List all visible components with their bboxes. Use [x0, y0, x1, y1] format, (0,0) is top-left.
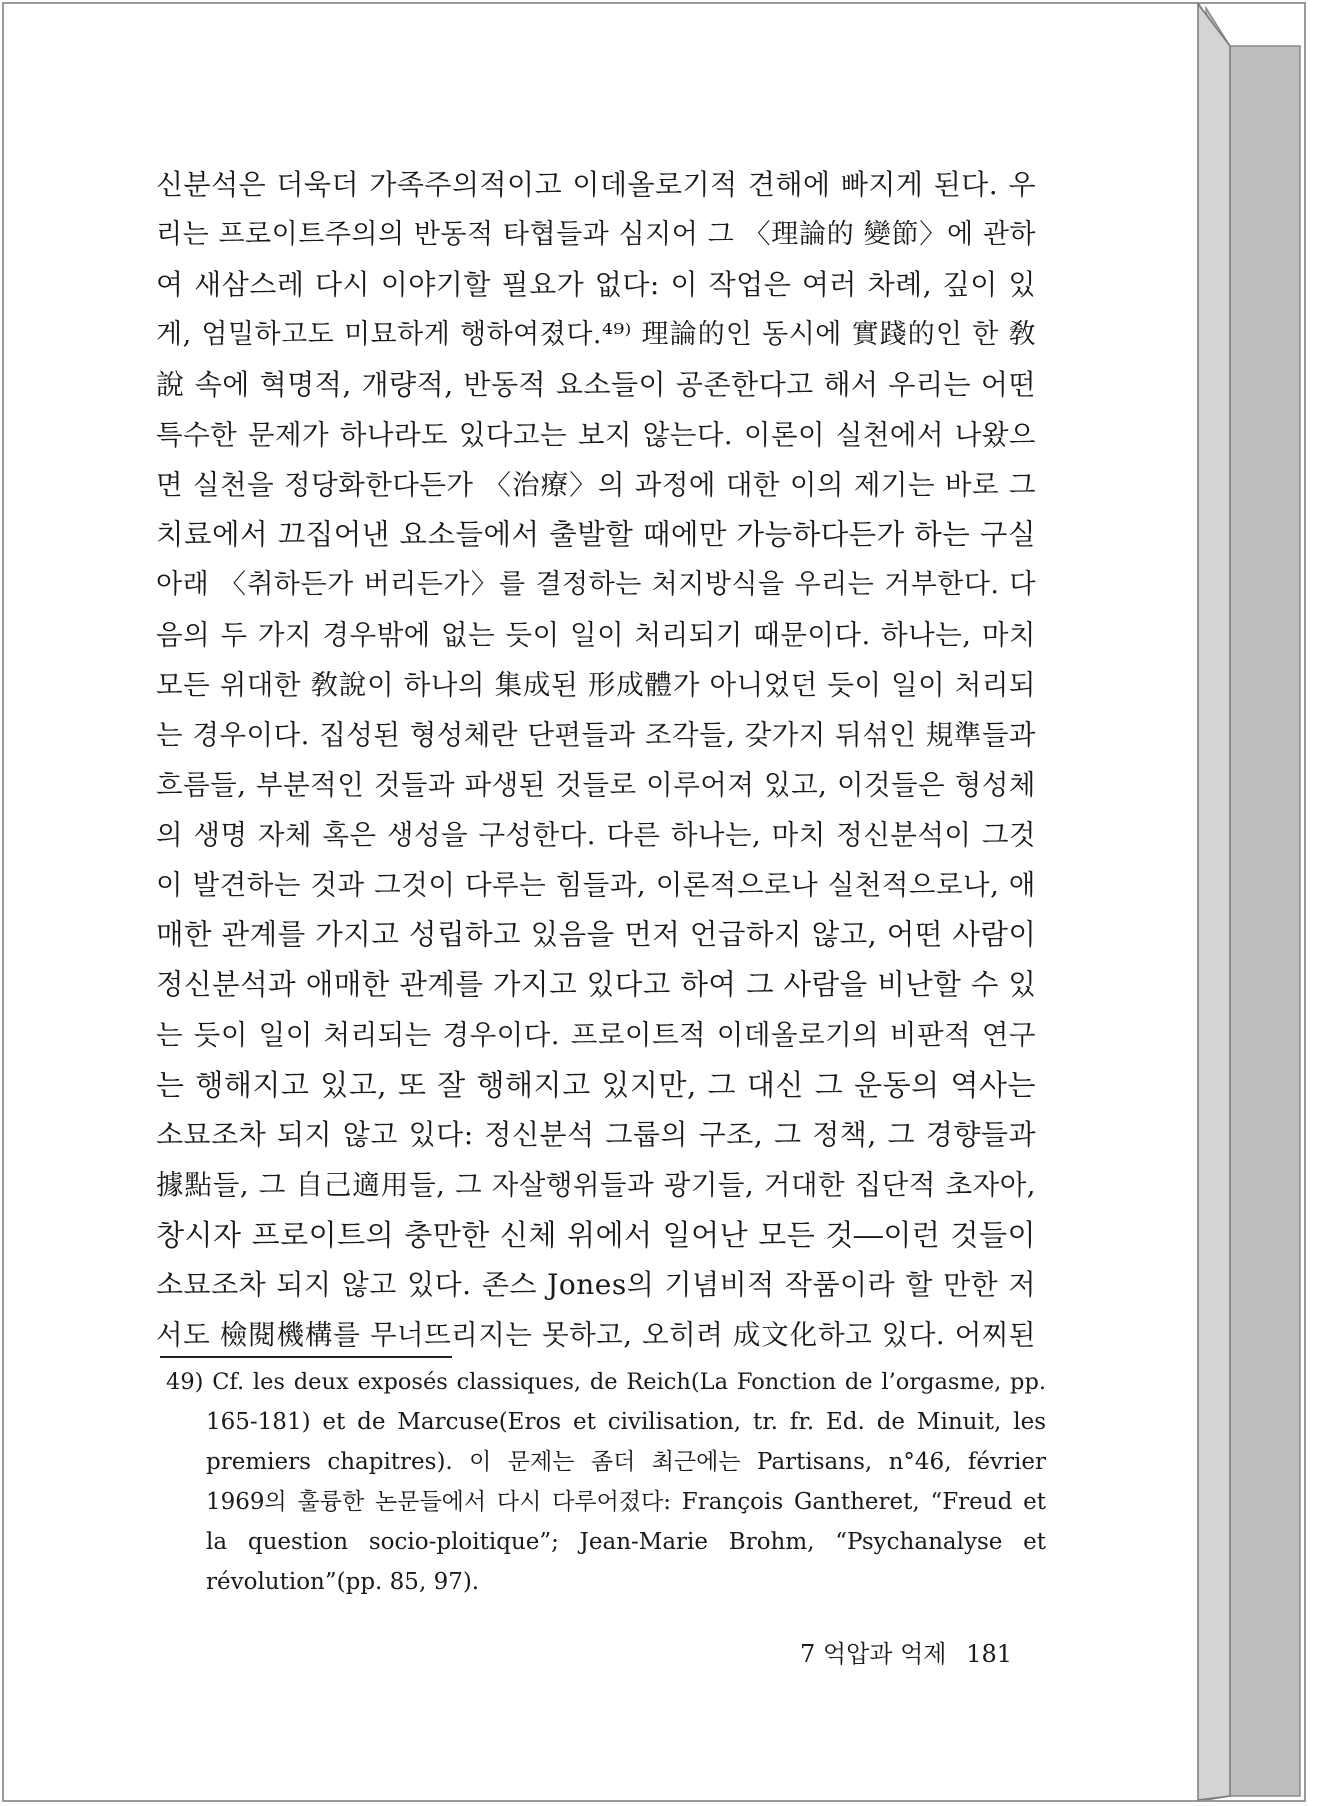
body-line: 據點들, 그 自己適用들, 그 자살행위들과 광기들, 거대한 집단적 초자아,	[156, 1169, 1036, 1201]
body-text	[156, 160, 1036, 1360]
body-line: 매한 관계를 가지고 성립하고 있음을 먼저 언급하지 않고, 어떤 사람이	[156, 918, 1037, 951]
footnote-line: 1969의 훌륭한 논문들에서 다시 다루어졌다: François Gantheret, “Freud et	[206, 1489, 1046, 1515]
body-line: 서도 檢閱機構를 무너뜨리지는 못하고, 오히려 成文化하고 있다. 어찌된	[156, 1319, 1036, 1351]
footnote-line: révolution”(pp. 85, 97).	[206, 1569, 480, 1595]
body-line: 정신분석과 애매한 관계를 가지고 있다고 하여 그 사람을 비난할 수 있	[156, 968, 1037, 1001]
body-line: 게, 엄밀하고도 미묘하게 행하여졌다.⁴⁹⁾ 理論的인 동시에 實踐的인 한 敎	[156, 319, 1036, 350]
footnote-line: la question socio-ploitique”; Jean-Marie Brohm, “Psychanalyse et	[206, 1529, 1046, 1555]
body-line: 의 생명 자체 혹은 생성을 구성한다. 다른 하나는, 마치 정신분석이 그것	[156, 819, 1036, 851]
body-line: 아래 〈취하든가 버리든가〉를 결정하는 처지방식을 우리는 거부한다. 다	[156, 569, 1036, 600]
body-line: 모든 위대한 敎說이 하나의 集成된 形成體가 아니었던 듯이 일이 처리되	[156, 669, 1036, 701]
body-line: 음의 두 가지 경우밖에 없는 듯이 일이 처리되기 때문이다. 하나는, 마치	[156, 619, 1036, 651]
body-line: 소묘조차 되지 않고 있다: 정신분석 그룹의 구조, 그 정책, 그 경향들과	[156, 1118, 1036, 1151]
footnote-line: 165-181) et de Marcuse(Eros et civilisation, tr. fr. Ed. de Minuit, les	[206, 1409, 1046, 1435]
body-line: 리는 프로이트주의의 반동적 타협들과 심지어 그 〈理論的 變節〉에 관하	[156, 219, 1036, 250]
body-line: 치료에서 끄집어낸 요소들에서 출발할 때에만 가능하다든가 하는 구실	[156, 518, 1036, 551]
footnote-line: premiers chapitres). 이 문제는 좀더 최근에는 Partisans, n°46, février	[206, 1449, 1046, 1475]
running-footer	[800, 1636, 1012, 1672]
body-line: 특수한 문제가 하나라도 있다고는 보지 않는다. 이론이 실천에서 나왔으	[156, 419, 1036, 451]
book-fold	[1198, 4, 1230, 1800]
footnote-49	[166, 1362, 1046, 1602]
body-line: 는 경우이다. 집성된 형성체란 단편들과 조각들, 갖가지 뒤섞인 規準들과	[156, 719, 1036, 751]
body-line: 면 실천을 정당화한다든가 〈治療〉의 과정에 대한 이의 제기는 바로 그	[156, 469, 1036, 501]
body-line: 이 발견하는 것과 그것이 다루는 힘들과, 이론적으로나 실천적으로나, 애	[156, 869, 1036, 901]
body-line: 소묘조차 되지 않고 있다. 존스 Jones의 기념비적 작품이라 할 만한 저	[156, 1268, 1036, 1301]
body-line: 창시자 프로이트의 충만한 신체 위에서 일어난 모든 것―이런 것들이	[156, 1218, 1036, 1252]
body-line: 여 새삼스레 다시 이야기할 필요가 없다: 이 작업은 여러 차례, 깊이 있	[156, 268, 1036, 301]
page-number: 181	[966, 1640, 1012, 1668]
chapter-title: 7 억압과 억제	[800, 1640, 947, 1668]
footnote-line: 49) Cf. les deux exposés classiques, de Reich(La Fonction de l’orgasme, pp.	[166, 1369, 1046, 1395]
body-line: 흐름들, 부분적인 것들과 파생된 것들로 이루어져 있고, 이것들은 형성체	[156, 769, 1036, 801]
body-line: 는 행해지고 있고, 또 잘 행해지고 있지만, 그 대신 그 운동의 역사는	[156, 1068, 1036, 1102]
body-line: 說 속에 혁명적, 개량적, 반동적 요소들이 공존한다고 해서 우리는 어떤	[156, 368, 1036, 401]
body-line: 신분석은 더욱더 가족주의적이고 이데올로기적 견해에 빠지게 된다. 우	[156, 168, 1036, 201]
footnote-rule	[160, 1356, 452, 1358]
body-line: 는 듯이 일이 처리되는 경우이다. 프로이트적 이데올로기의 비판적 연구	[156, 1019, 1036, 1051]
